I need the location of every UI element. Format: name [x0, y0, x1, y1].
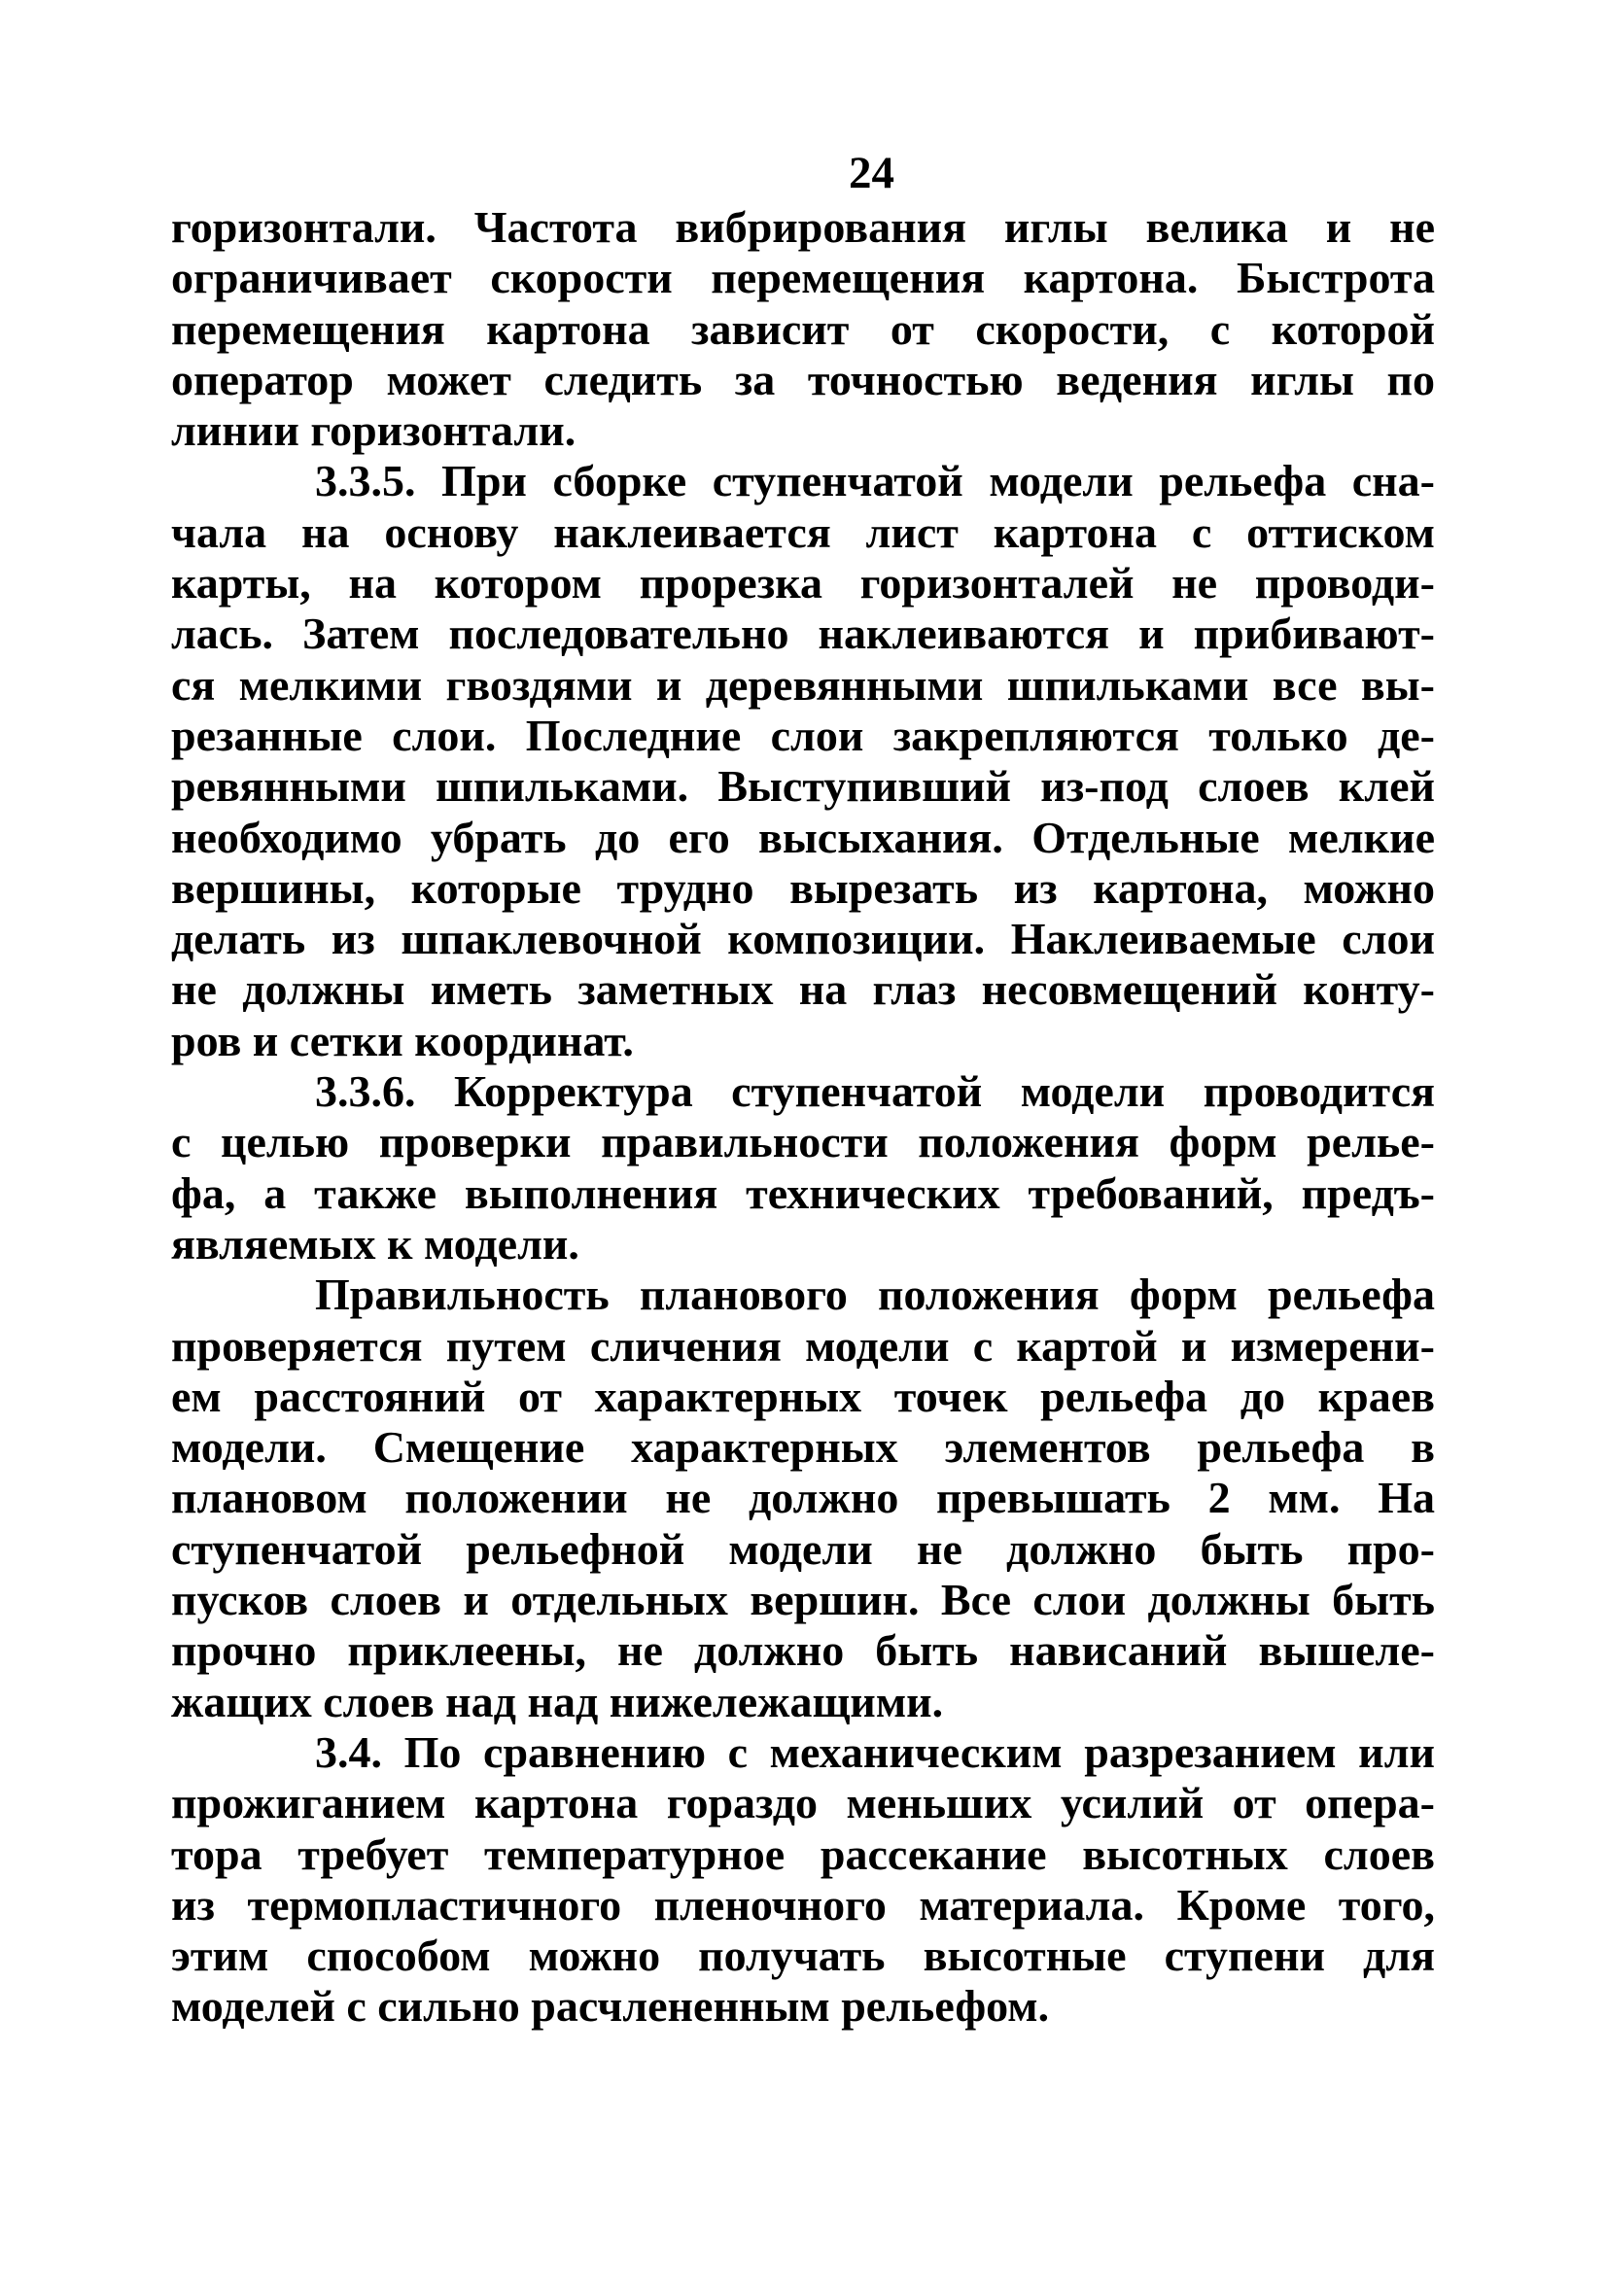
text-line: 3.3.6. Корректура ступенчатой модели проводится [315, 1066, 1435, 1117]
text-line: не должны иметь заметных на глаз несовмещений конту- [171, 964, 1435, 1015]
text-line: ся мелкими гвоздями и деревянными шпильками все вы- [171, 659, 1435, 710]
text-line: лась. Затем последовательно наклеиваются и прибивают- [171, 609, 1435, 659]
text-line: модели. Смещение характерных элементов рельефа в [171, 1422, 1435, 1473]
text-line: ограничивает скорости перемещения картона. Быстрота [171, 253, 1435, 303]
text-line: ревянными шпильками. Выступивший из-под слоев клей [171, 761, 1435, 812]
text-line: линии горизонтали. [171, 405, 576, 456]
text-line: фа, а также выполнения технических требований, предъ- [171, 1167, 1435, 1218]
text-line: из термопластичного пленочного материала. Кроме того, [171, 1879, 1435, 1930]
text-line: перемещения картона зависит от скорости, с которой [171, 303, 1435, 354]
page-number: 24 [849, 148, 894, 198]
text-line: жащих слоев над над нижележащими. [171, 1676, 944, 1726]
text-line: необходимо убрать до его высыхания. Отдельные мелкие [171, 812, 1435, 862]
text-line: ров и сетки координат. [171, 1015, 634, 1065]
text-line: Правильность планового положения форм рельефа [315, 1270, 1435, 1320]
text-line: чала на основу наклеивается лист картона с оттиском [171, 506, 1435, 557]
text-line: 3.4. По сравнению с механическим разрезанием или [315, 1726, 1435, 1777]
text-line: с целью проверки правильности положения форм релье- [171, 1117, 1435, 1167]
text-line: карты, на котором прорезка горизонталей не проводи- [171, 558, 1435, 609]
text-line: ем расстояний от характерных точек рельефа до краев [171, 1371, 1435, 1421]
text-line: ступенчатой рельефной модели не должно быть про- [171, 1523, 1435, 1574]
text-line: горизонтали. Частота вибрирования иглы велика и не [171, 202, 1435, 252]
text-line: 3.3.5. При сборке ступенчатой модели рельефа сна- [315, 456, 1435, 506]
text-line: делать из шпаклевочной композиции. Наклеиваемые слои [171, 914, 1435, 964]
text-line: прожиганием картона гораздо меньших усилий от опера- [171, 1778, 1435, 1828]
text-line: оператор может следить за точностью ведения иглы по [171, 354, 1435, 404]
text-line: проверяется путем сличения модели с картой и измерени- [171, 1320, 1435, 1371]
text-line: прочно приклеены, не должно быть нависаний вышеле- [171, 1625, 1435, 1676]
body-text [171, 202, 1435, 2033]
text-line: резанные слои. Последние слои закрепляются только де- [171, 710, 1435, 760]
text-line: моделей с сильно расчлененным рельефом. [171, 1981, 1050, 2032]
text-line: являемых к модели. [171, 1218, 579, 1269]
text-line: вершины, которые трудно вырезать из картона, можно [171, 862, 1435, 913]
text-line: пусков слоев и отдельных вершин. Все слои должны быть [171, 1575, 1435, 1625]
text-line: этим способом можно получать высотные ступени для [171, 1931, 1435, 1981]
text-line: тора требует температурное рассекание высотных слоев [171, 1828, 1435, 1879]
text-line: плановом положении не должно превышать 2 мм. На [171, 1473, 1435, 1523]
